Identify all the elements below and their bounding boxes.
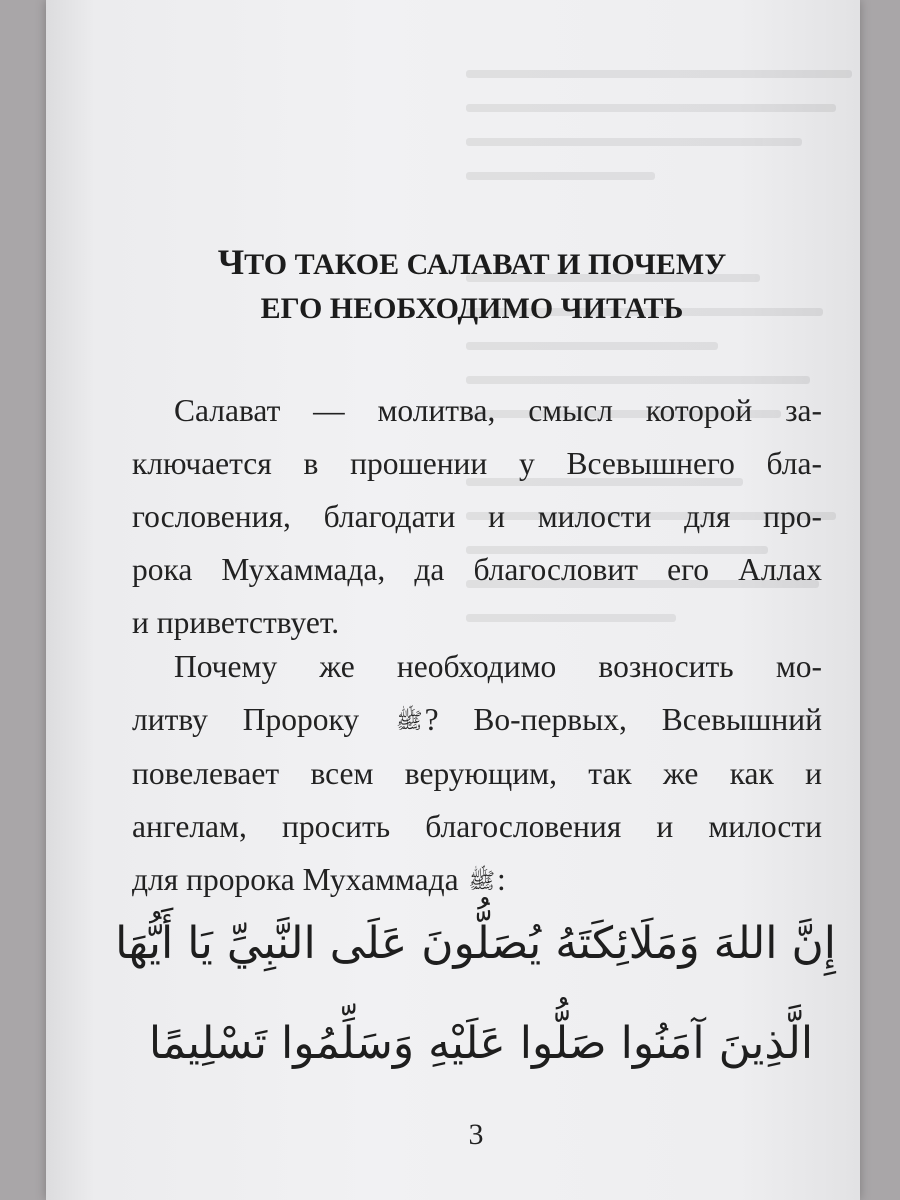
paragraph-2-line: ангелам, просить благословения и милости [132,809,822,844]
heading-line-1-text: ТО ТАКОЕ САЛАВАТ И ПОЧЕМУ [244,248,727,281]
paragraph-1-line: и приветствует. [132,605,340,640]
arabic-verse-line-1: إِنَّ اللهَ وَمَلَائِكَتَهُ يُصَلُّونَ عَلَى النَّبِيِّ يَا أَيُّهَا [115,918,836,969]
heading-lead-letter: Ч [217,242,245,282]
paragraph-1-line: гословения, благодати и милости для про- [132,499,822,534]
paragraph-2-line: Почему же необходимо возносить мо- [174,649,822,684]
paragraph-1-line: Салават — молитва, смысл которой за- [174,393,822,428]
paragraph-2-line [132,693,822,747]
page-number: 3 [468,1118,484,1151]
paragraph-2-line-2-start: литву Пророку [132,702,360,737]
paragraph-1 [132,384,822,649]
honorific-symbol: ﷺ [468,868,496,893]
book-page [46,0,860,1200]
paragraph-2-line-5-start: для пророка Мухаммада [132,862,459,897]
honorific-symbol: ﷺ [395,708,423,733]
heading-line-1 [132,240,812,287]
arabic-verse-line-2: الَّذِينَ آمَنُوا صَلُّوا عَلَيْهِ وَسَلِّمُوا تَسْلِيمًا [148,1018,814,1069]
paragraph-2-line: повелевает всем верующим, так же как и [132,756,822,791]
paragraph-2 [132,640,822,907]
paragraph-2-line-2-end: ? Во-первых, Всевышний [424,702,822,737]
paragraph-2-line-5-end: : [497,862,506,897]
paragraph-2-line [132,853,822,907]
paragraph-1-line: рока Мухаммада, да благословит его Аллах [132,552,822,587]
heading-line-2: ЕГО НЕОБХОДИМО ЧИТАТЬ [260,292,684,325]
chapter-heading [132,240,812,331]
paragraph-1-line: ключается в прошении у Всевышнего бла- [132,446,822,481]
